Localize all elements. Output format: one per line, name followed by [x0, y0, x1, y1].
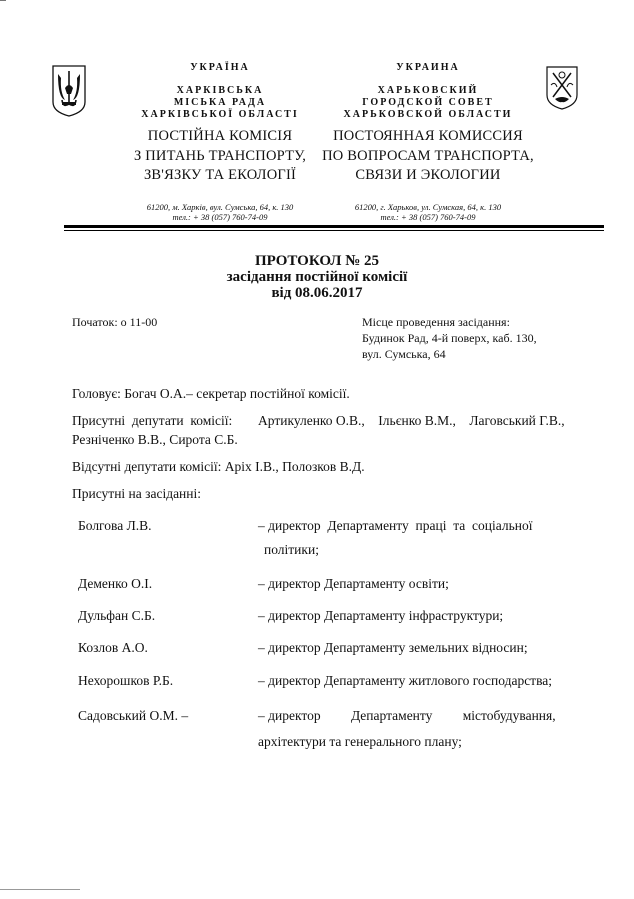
attendee-name: Нехорошков Р.Б. [78, 673, 174, 688]
attendee-name: Деменко О.І. [78, 576, 153, 591]
protocol-title: ПРОТОКОЛ № 25 [254, 253, 380, 269]
scan-mark-bottom [0, 889, 80, 890]
header-divider-thick [64, 225, 604, 228]
trident-coat-of-arms-icon [50, 64, 88, 118]
header-ru-council-line3: ХАРЬКОВСКОЙ ОБЛАСТИ [343, 109, 513, 120]
header-ua-phone: тел.: + 38 (057) 760-74-09 [172, 212, 268, 222]
header-ru-commission-line2: ПО ВОПРОСАМ ТРАНСПОРТА, [322, 148, 534, 164]
header-ru-country: УКРАИНА [396, 62, 460, 73]
attendee-role: – директор Департаменту праці та соціальної [258, 518, 533, 533]
scan-mark-top [0, 0, 6, 1]
header-ru-address: 61200, г. Харьков, ул. Сумская, 64, к. 130 [354, 202, 502, 212]
attendee-name: Садовський О.М. – [78, 708, 189, 723]
header-ua-commission-line3: ЗВ'ЯЗКУ ТА ЕКОЛОГІЇ [143, 167, 297, 183]
attendee-role-continued: архітектури та генерального плану; [258, 734, 462, 749]
attendee-role: – директор Департаменту освіти; [258, 576, 449, 591]
meeting-place-building: Будинок Рад, 4-й поверх, каб. 130, [362, 331, 537, 345]
attendees-label: Присутні на засіданні: [72, 486, 202, 501]
chairperson-line: Головує: Богач О.А.– секретар постійної комісії. [72, 386, 350, 401]
present-deputies-label: Присутні депутати комісії: [72, 413, 233, 428]
meeting-start-time: Початок: о 11-00 [72, 315, 158, 329]
attendee-role: – директор Департаменту земельних відносин; [258, 640, 528, 655]
header-ua-council-line3: ХАРКІВСЬКОЇ ОБЛАСТІ [141, 109, 299, 120]
attendee-name: Болгова Л.В. [78, 518, 152, 533]
header-divider-thin [64, 230, 604, 231]
meeting-place-street: вул. Сумська, 64 [362, 347, 446, 361]
protocol-subtitle: засідання постійної комісії [226, 269, 408, 285]
attendee-role: – директор Департаменту інфраструктури; [258, 608, 504, 623]
header-ru-phone: тел.: + 38 (057) 760-74-09 [380, 212, 476, 222]
attendee-role: – директор Департаменту містобудування, [258, 708, 556, 723]
present-deputies-names: Артикуленко О.В., Ільєнко В.М., Лаговський Г.В., [258, 413, 565, 428]
present-deputies-line2: Резніченко В.В., Сирота С.Б. [72, 432, 238, 447]
header-ru-council-line1: ХАРЬКОВСКИЙ [377, 85, 479, 96]
header-ua-address: 61200, м. Харків, вул. Сумська, 64, к. 130 [146, 202, 294, 212]
header-ru-council-line2: ГОРОДСКОЙ СОВЕТ [362, 97, 494, 108]
header-ru-commission-line1: ПОСТОЯННАЯ КОМИССИЯ [333, 128, 523, 144]
kharkiv-city-emblem-icon [545, 65, 579, 111]
header-ua-commission-line2: З ПИТАНЬ ТРАНСПОРТУ, [133, 148, 307, 164]
header-ua-council-line2: МІСЬКА РАДА [173, 97, 267, 108]
header-ru-commission-line3: СВЯЗИ И ЭКОЛОГИИ [355, 167, 501, 183]
meeting-place-label: Місце проведення засідання: [362, 315, 510, 329]
absent-deputies-line: Відсутні депутати комісії: Аріх І.В., Полозков В.Д. [72, 459, 365, 474]
header-ua-commission-line1: ПОСТІЙНА КОМІСІЯ [147, 128, 293, 144]
attendee-name: Дульфан С.Б. [78, 608, 156, 623]
attendee-role: – директор Департаменту житлового господарства; [258, 673, 553, 688]
header-ua-council-line1: ХАРКІВСЬКА [176, 85, 264, 96]
header-ua-country: УКРАЇНА [190, 62, 250, 73]
protocol-date: від 08.06.2017 [271, 285, 363, 301]
attendee-name: Козлов А.О. [78, 640, 148, 655]
attendee-role-continued: політики; [264, 542, 319, 557]
